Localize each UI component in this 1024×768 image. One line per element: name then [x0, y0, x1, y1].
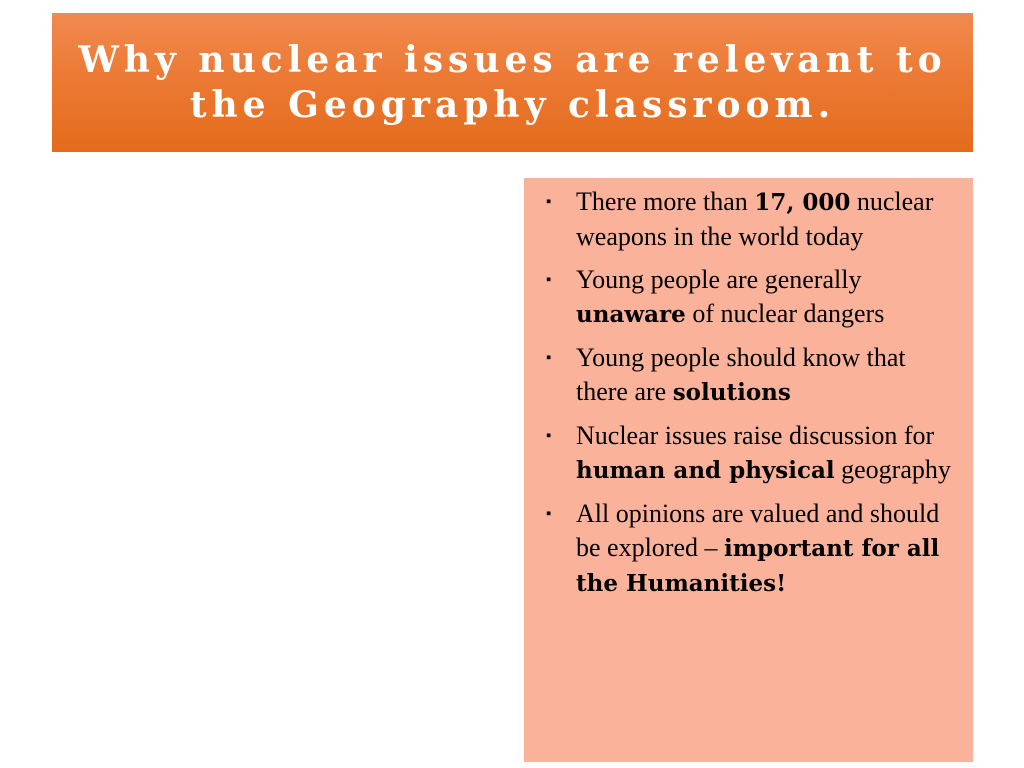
square-bullet-icon: ▪	[546, 350, 552, 366]
bullet-text: Nuclear issues raise discussion for	[576, 421, 935, 450]
slide-title: Why nuclear issues are relevant to the Geography classroom.	[78, 38, 947, 126]
bullet-text: of nuclear dangers	[685, 299, 885, 328]
bullet-item	[542, 419, 963, 488]
bullet-text-bold: human and physical	[576, 457, 835, 484]
square-bullet-icon: ▪	[546, 194, 552, 210]
bullet-text: Young people are generally	[576, 265, 862, 294]
bullet-list	[542, 185, 963, 601]
bullet-item	[542, 263, 963, 332]
title-banner	[52, 13, 973, 152]
bullet-text: Young people should know that there are	[576, 343, 906, 406]
bullet-item	[542, 341, 963, 410]
square-bullet-icon: ▪	[546, 428, 552, 444]
bullet-text-bold: important for all the Humanities!	[576, 535, 940, 597]
bullet-text-box	[524, 178, 973, 762]
bullet-item	[542, 497, 963, 601]
bullet-text-bold: 17, 000	[754, 189, 851, 216]
bullet-text-bold: solutions	[672, 379, 791, 406]
bullet-item	[542, 185, 963, 254]
square-bullet-icon: ▪	[546, 506, 552, 522]
square-bullet-icon: ▪	[546, 272, 552, 288]
bullet-text: All opinions are valued and should be explored –	[576, 499, 940, 562]
bullet-text: geography	[834, 455, 951, 484]
bullet-text-bold: unaware	[576, 301, 686, 328]
bullet-text: There more than	[576, 187, 755, 216]
bullet-text: nuclear weapons in the world today	[576, 187, 934, 251]
